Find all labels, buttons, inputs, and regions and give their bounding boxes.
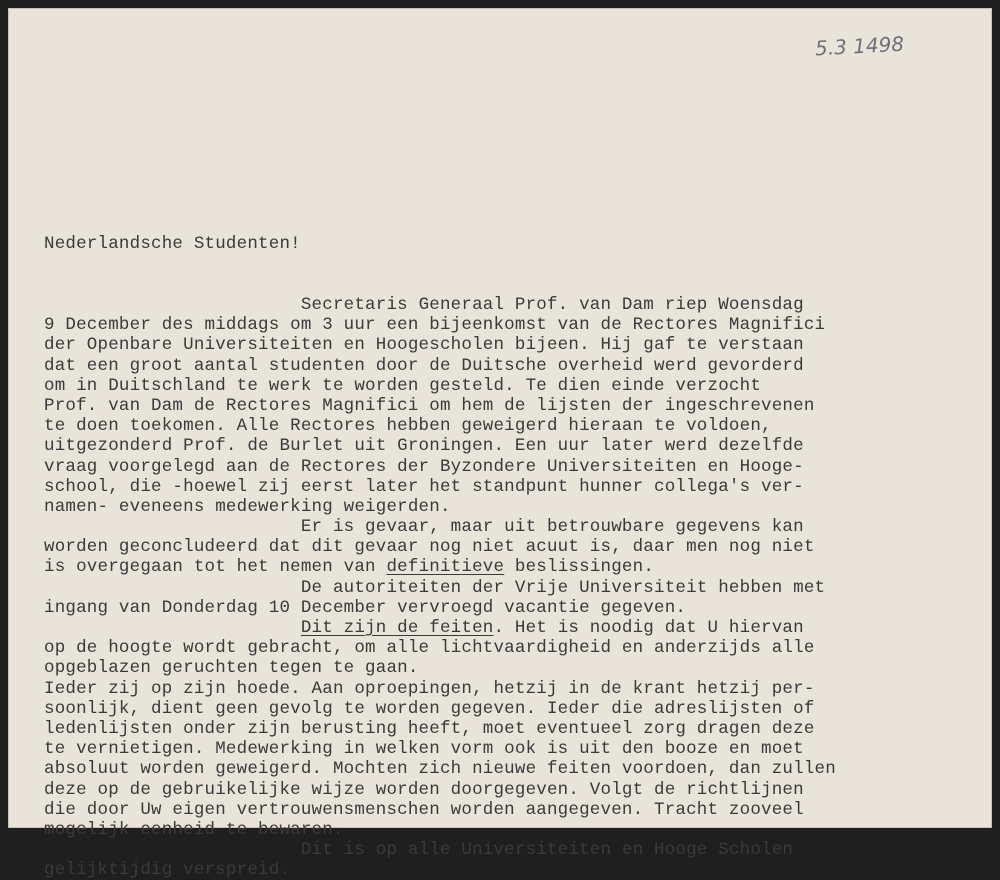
line-text: die door Uw eigen vertrouwensmenschen worden aangegeven. Tracht zooveel (44, 799, 804, 820)
line-segment: is overgegaan tot het nemen van (44, 557, 387, 578)
line-text: op de hoogte wordt gebracht, om alle lichtvaardigheid en anderzijds alle (44, 638, 815, 659)
letter-line (44, 739, 944, 759)
letter-line (44, 396, 944, 416)
letter-line (44, 719, 944, 739)
line-text: uitgezonderd Prof. de Burlet uit Groningen. Een uur later werd dezelfde (44, 436, 804, 457)
line-text: school, die -hoewel zij eerst later het standpunt hunner collega's ver- (44, 476, 804, 497)
line-segment: . Het is noodig dat U hiervan (493, 618, 804, 638)
letter-line (44, 537, 944, 557)
line-text: mogelijk eenheid te bewaren. (44, 819, 344, 840)
line-text: Secretaris Generaal Prof. van Dam riep Woensdag (300, 295, 804, 315)
line-text: der Openbare Universiteiten en Hoogescholen bijeen. Hij gaf te verstaan (44, 335, 804, 356)
letter-line (44, 295, 944, 315)
letter-line (44, 356, 944, 376)
salutation: Nederlandsche Studenten! (44, 234, 301, 255)
letter-line (44, 860, 944, 880)
letter-line (44, 658, 944, 678)
line-text: te doen toekomen. Alle Rectores hebben geweigerd hieraan te voldoen, (44, 416, 772, 437)
letter-line (44, 578, 944, 598)
letter-line (44, 780, 944, 800)
line-text: deze op de gebruikelijke wijze worden doorgegeven. Volgt de richtlijnen (44, 779, 804, 800)
line-text: om in Duitschland te werk te worden gesteld. Te dien einde verzocht (44, 375, 762, 396)
letter-body (44, 194, 944, 880)
line-text: soonlijk, dient geen gevolg te worden gegeven. Ieder die adreslijsten of (44, 698, 815, 719)
letter-line (44, 557, 944, 577)
letter-line (44, 497, 944, 517)
underlined-phrase: Dit zijn de feiten (300, 618, 494, 638)
letter-line (44, 840, 944, 860)
letter-line (44, 315, 944, 335)
line-segment: beslissingen. (504, 557, 655, 578)
underlined-phrase: definitieve (386, 557, 505, 578)
line-text: absoluut worden geweigerd. Mochten zich nieuwe feiten voordoen, dan zullen (44, 759, 836, 780)
line-text: Er is gevaar, maar uit betrouwbare gegevens kan (300, 517, 804, 538)
letter-line (44, 457, 944, 477)
letter-line (44, 679, 944, 699)
line-text: ingang van Donderdag 10 December vervroegd vacantie gegeven. (44, 597, 687, 618)
line-text: dat een groot aantal studenten door de Duitsche overheid werd gevorderd (44, 355, 804, 376)
letter-line (44, 638, 944, 658)
line-text: namen- eveneens medewerking weigerden. (44, 496, 451, 517)
line-text: Prof. van Dam de Rectores Magnifici om hem de lijsten der ingeschrevenen (44, 395, 815, 416)
line-text: ledenlijsten onder zijn berusting heeft, moet eventueel zorg dragen deze (44, 718, 815, 739)
letter-line (44, 376, 944, 396)
line-text: gelijktijdig verspreid. (44, 860, 291, 880)
line-text: vraag voorgelegd aan de Rectores der Byzondere Universiteiten en Hooge- (44, 456, 804, 477)
line-text: 9 December des middags om 3 uur een bijeenkomst van de Rectores Magnifici (44, 315, 826, 336)
letter-line (44, 598, 944, 618)
letter-line (44, 820, 944, 840)
archive-number: 5.3 1498 (814, 31, 905, 61)
letter-line (44, 759, 944, 779)
line-text: Ieder zij op zijn hoede. Aan oproepingen, hetzij in de krant hetzij per- (44, 678, 815, 699)
letter-line (44, 699, 944, 719)
line-text: De autoriteiten der Vrije Universiteit hebben met (300, 577, 826, 598)
line-text: worden geconcludeerd dat dit gevaar nog niet acuut is, daar men nog niet (44, 537, 815, 558)
line-text: opgeblazen geruchten tegen te gaan. (44, 658, 419, 679)
letter-line (44, 477, 944, 497)
letter-line (44, 517, 944, 537)
letter-line (44, 436, 944, 456)
line-text: te vernietigen. Medewerking in welken vorm ook is uit den booze en moet (44, 739, 804, 760)
paper-sheet (8, 8, 992, 880)
letter-line (44, 618, 944, 638)
letter-line (44, 800, 944, 820)
line-text: Dit is op alle Universiteiten en Hooge Scholen (300, 840, 794, 861)
letter-line (44, 416, 944, 436)
letter-line (44, 335, 944, 355)
